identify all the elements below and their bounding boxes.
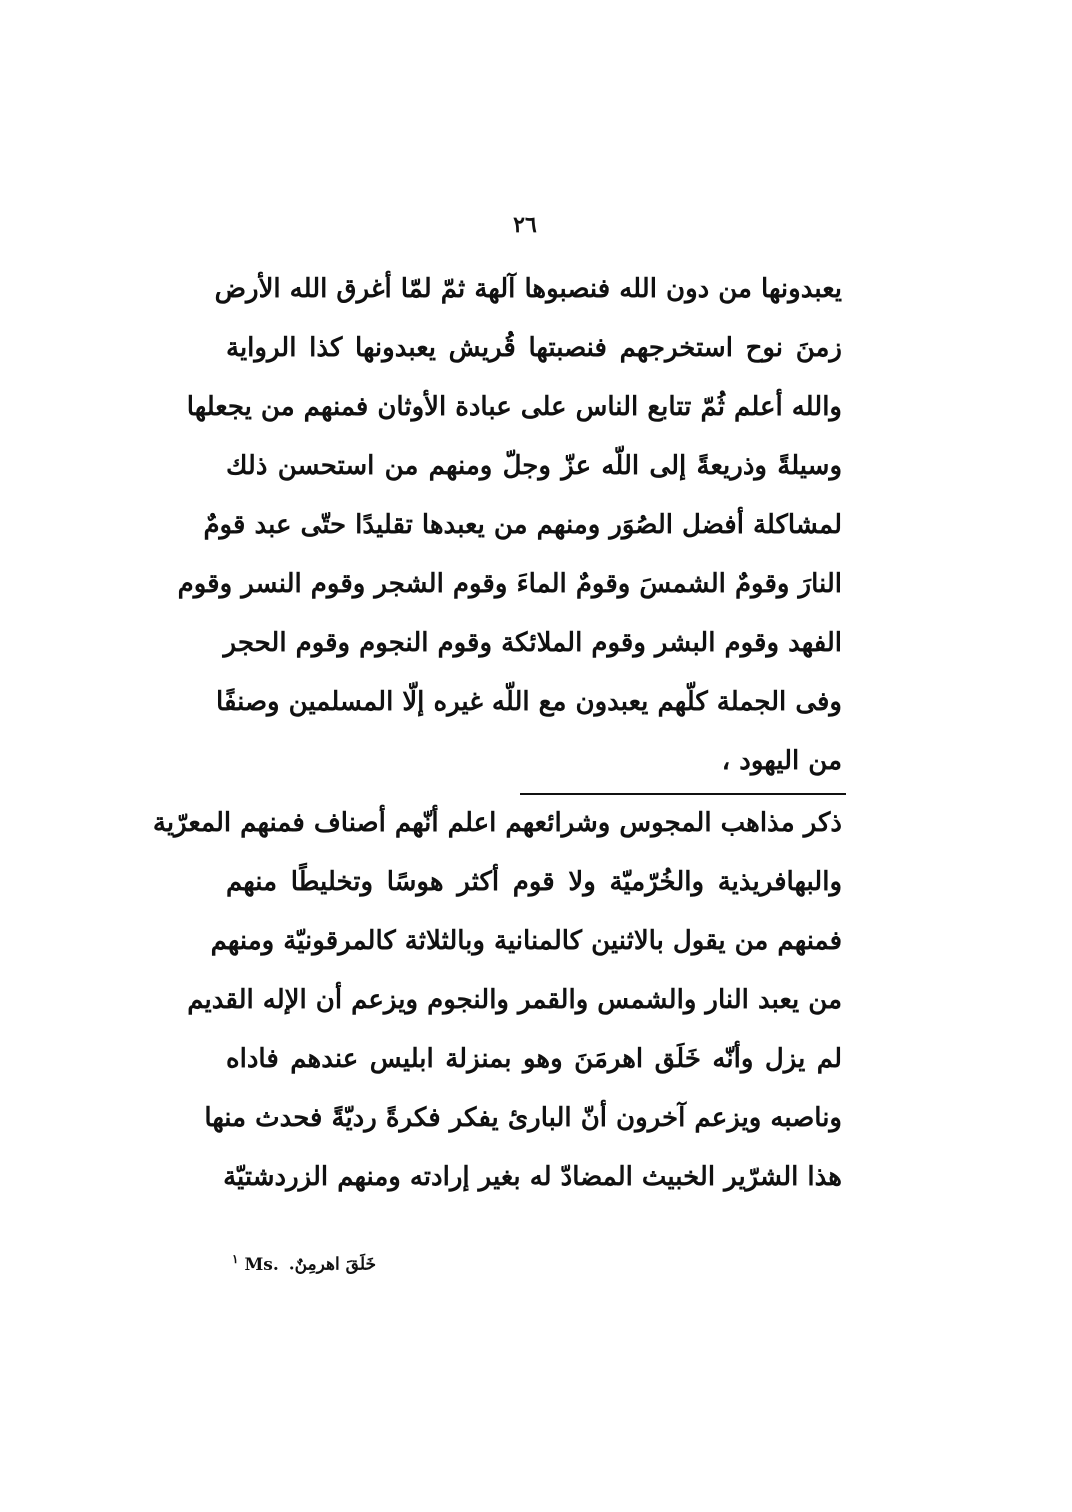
footnote <box>232 1252 452 1275</box>
text-line: وناصبه ويزعم آخرون أنّ البارئ يفكر فكرةً رديّةً فحدث منها <box>204 1103 842 1133</box>
text-line: لم يزل وأنّه خَلَق اهرمَنَ وهو بمنزلة ابليس عندهم فاداه <box>226 1044 842 1074</box>
section-heading-line: ذكر مذاهب المجوس وشرائعهم اعلم أنّهم أصناف فمنهم المعرّية <box>152 808 842 838</box>
footnote-text: خَلَقَ اهرمِنٌ. <box>288 1254 376 1275</box>
text-line: النارَ وقومٌ الشمسَ وقومٌ الماءَ وقوم الشجر وقوم النسر وقوم <box>177 569 842 599</box>
text-line: فمنهم من يقول بالاثنين كالمنانية وبالثلاثة كالمرقونيّة ومنهم <box>210 926 842 956</box>
text-line: وفى الجملة كلّهم يعبدون مع اللّه غيره إلّا المسلمين وصنفًا <box>216 687 842 717</box>
paragraph-idol-worship <box>177 260 842 791</box>
text-line-final: من اليهود ، <box>721 746 842 776</box>
text-line: هذا الشرّير الخبيث المضادّ له بغير إرادته ومنهم الزردشتيّة <box>223 1162 842 1192</box>
text-line: زمنَ نوح استخرجهم فنصبتها قُريش يعبدونها كذا الرواية <box>226 333 842 363</box>
footnote-marker: ١ <box>232 1252 239 1266</box>
text-line: لمشاكلة أفضل الصُوَر ومنهم من يعبدها تقليدًا حتّى عبد قومٌ <box>203 510 842 540</box>
paragraph-magi-doctrines <box>152 794 842 1207</box>
text-line: يعبدونها من دون الله فنصبوها آلهة ثمّ لمّا أغرق الله الأرض <box>214 274 842 304</box>
text-line: وسيلةً وذريعةً إلى اللّه عزّ وجلّ ومنهم من استحسن ذلك <box>226 451 842 481</box>
text-line: من يعبد النار والشمس والقمر والنجوم ويزعم أن الإله القديم <box>187 985 842 1015</box>
page-number: ٢٦ <box>513 212 537 238</box>
text-line: الفهد وقوم البشر وقوم الملائكة وقوم النجوم وقوم الحجر <box>223 628 842 658</box>
text-line: والله أعلم ثُمّ تتابع الناس على عبادة الأوثان فمنهم من يجعلها <box>186 392 842 422</box>
footnote-manuscript-label: Ms. <box>244 1254 279 1275</box>
text-line: والبهافريذية والخُرّميّة ولا قوم أكثر هوسًا وتخليطًا منهم <box>226 867 842 897</box>
